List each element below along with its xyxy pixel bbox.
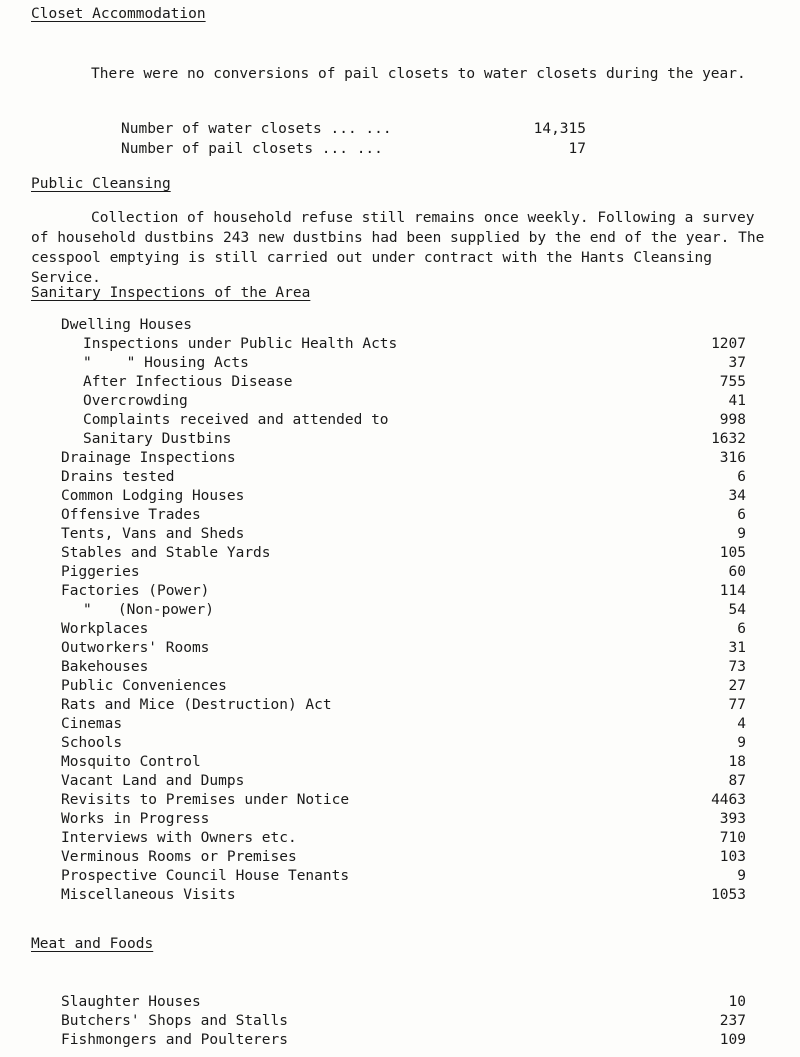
list-item — [61, 886, 746, 904]
list-item — [61, 867, 746, 885]
item-label: Fishmongers and Poulterers — [61, 1032, 288, 1048]
list-item — [61, 544, 746, 562]
meat-heading: Meat and Foods — [31, 936, 154, 952]
item-value: 114 — [719, 583, 746, 599]
item-value: 316 — [719, 450, 746, 466]
item-label: Revisits to Premises under Notice — [61, 792, 350, 808]
closet-item-label: Number of pail closets ... ... — [121, 141, 383, 157]
item-value: 9 — [737, 735, 746, 751]
closet-item-value: 14,315 — [533, 121, 586, 137]
list-item — [61, 525, 746, 543]
dwelling-houses-label — [61, 316, 361, 334]
list-item — [61, 373, 746, 391]
list-item — [61, 411, 746, 429]
list-item — [61, 601, 746, 619]
list-item — [61, 791, 746, 809]
item-label: Sanitary Dustbins — [83, 431, 232, 447]
item-label: Drains tested — [61, 469, 175, 485]
item-label: Verminous Rooms or Premises — [61, 849, 297, 865]
item-label: Drainage Inspections — [61, 450, 236, 466]
item-value: 105 — [719, 545, 746, 561]
list-item — [61, 620, 746, 638]
item-label: Offensive Trades — [61, 507, 201, 523]
item-label: Cinemas — [61, 716, 123, 732]
list-item — [61, 563, 746, 581]
list-item — [61, 753, 746, 771]
item-value: 103 — [719, 849, 746, 865]
list-item — [61, 392, 746, 410]
cleansing-heading: Public Cleansing — [31, 176, 171, 192]
list-item — [61, 449, 746, 467]
list-item — [61, 658, 746, 676]
item-value: 27 — [728, 678, 746, 694]
item-label: Outworkers' Rooms — [61, 640, 210, 656]
item-value: 54 — [728, 602, 746, 618]
list-item — [61, 677, 746, 695]
closet-item-value: 17 — [568, 141, 586, 157]
item-value: 755 — [719, 374, 746, 390]
item-label: " (Non-power) — [83, 602, 214, 618]
list-item — [61, 1012, 746, 1030]
list-item — [61, 468, 746, 486]
item-label: Complaints received and attended to — [83, 412, 389, 428]
list-item — [61, 810, 746, 828]
item-value: 1207 — [711, 336, 746, 352]
item-label: Workplaces — [61, 621, 149, 637]
item-value: 237 — [719, 1013, 746, 1029]
item-value: 77 — [728, 697, 746, 713]
item-value: 6 — [737, 469, 746, 485]
item-value: 9 — [737, 868, 746, 884]
item-value: 1053 — [711, 887, 746, 903]
list-item — [61, 829, 746, 847]
list-item — [61, 734, 746, 752]
item-label: Common Lodging Houses — [61, 488, 245, 504]
group-label: Dwelling Houses — [61, 317, 192, 333]
item-value: 18 — [728, 754, 746, 770]
item-value: 6 — [737, 621, 746, 637]
item-label: Butchers' Shops and Stalls — [61, 1013, 288, 1029]
inspections-heading: Sanitary Inspections of the Area — [31, 285, 311, 301]
list-item — [61, 582, 746, 600]
item-value: 710 — [719, 830, 746, 846]
item-label: Piggeries — [61, 564, 140, 580]
closet-item-pail — [121, 140, 601, 158]
list-item — [61, 772, 746, 790]
item-value: 998 — [719, 412, 746, 428]
item-value: 73 — [728, 659, 746, 675]
item-label: " " Housing Acts — [83, 355, 249, 371]
item-value: 4 — [737, 716, 746, 732]
item-value: 1632 — [711, 431, 746, 447]
item-value: 393 — [719, 811, 746, 827]
item-label: After Infectious Disease — [83, 374, 293, 390]
closet-item-water — [121, 120, 601, 138]
item-label: Rats and Mice (Destruction) Act — [61, 697, 332, 713]
item-label: Prospective Council House Tenants — [61, 868, 350, 884]
item-value: 87 — [728, 773, 746, 789]
item-value: 60 — [728, 564, 746, 580]
list-item — [61, 715, 746, 733]
item-value: 37 — [728, 355, 746, 371]
item-value: 6 — [737, 507, 746, 523]
item-label: Vacant Land and Dumps — [61, 773, 245, 789]
item-value: 31 — [728, 640, 746, 656]
list-item — [61, 1031, 746, 1049]
list-item — [61, 993, 746, 1011]
item-value: 9 — [737, 526, 746, 542]
item-label: Factories (Power) — [61, 583, 210, 599]
list-item — [61, 487, 746, 505]
item-value: 41 — [728, 393, 746, 409]
closet-heading: Closet Accommodation — [31, 6, 206, 22]
list-item — [61, 335, 746, 353]
item-label: Slaughter Houses — [61, 994, 201, 1010]
item-label: Mosquito Control — [61, 754, 201, 770]
cleansing-paragraph: Collection of household refuse still remains once weekly. Following a survey of household dustbins 243 new dustbins had been supplied by the end of the year. The cesspool emptying is still carried out under contract with the Hants Cleansing Service. — [31, 210, 774, 286]
item-value: 109 — [719, 1032, 746, 1048]
item-label: Overcrowding — [83, 393, 188, 409]
closet-paragraph: There were no conversions of pail closets to water closets during the year. — [91, 66, 746, 82]
item-label: Interviews with Owners etc. — [61, 830, 297, 846]
list-item — [61, 354, 746, 372]
closet-item-label: Number of water closets ... ... — [121, 121, 392, 137]
item-label: Inspections under Public Health Acts — [83, 336, 398, 352]
item-value: 10 — [728, 994, 746, 1010]
item-label: Stables and Stable Yards — [61, 545, 271, 561]
list-item — [61, 430, 746, 448]
list-item — [61, 848, 746, 866]
item-label: Bakehouses — [61, 659, 149, 675]
list-item — [61, 506, 746, 524]
item-value: 34 — [728, 488, 746, 504]
list-item — [61, 696, 746, 714]
item-label: Works in Progress — [61, 811, 210, 827]
item-label: Schools — [61, 735, 123, 751]
item-label: Public Conveniences — [61, 678, 227, 694]
item-label: Tents, Vans and Sheds — [61, 526, 245, 542]
item-value: 4463 — [711, 792, 746, 808]
item-label: Miscellaneous Visits — [61, 887, 236, 903]
list-item — [61, 639, 746, 657]
